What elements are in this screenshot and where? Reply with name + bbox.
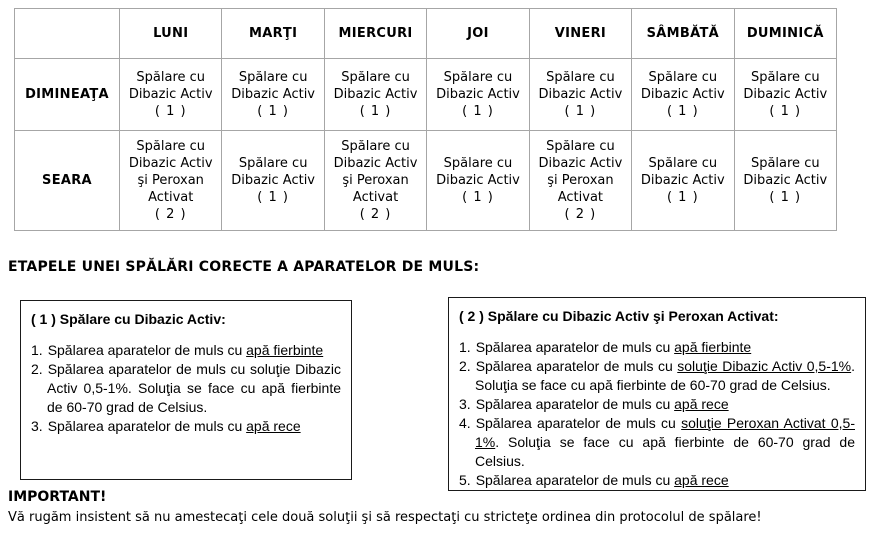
cell-ref: ( 2 )	[359, 207, 392, 222]
cell-ref: ( 1 )	[769, 190, 802, 205]
procedure-step	[31, 417, 341, 436]
cell-text: Spălare cu Dibazic Activ	[436, 156, 520, 188]
table-header-marti: MARŢI	[222, 9, 324, 59]
procedure-step	[459, 395, 855, 414]
procedure-box-2	[448, 297, 866, 491]
procedure-box-1	[20, 300, 352, 480]
step-text: Spălarea aparatelor de muls cu	[475, 358, 678, 374]
cell-ref: ( 1 )	[257, 190, 289, 205]
step-text: Spălarea aparatelor de muls cu	[475, 415, 682, 431]
table-header-row	[15, 9, 837, 59]
table-header-joi: JOI	[427, 9, 529, 59]
schedule-cell-morning-joi	[427, 59, 529, 131]
row-label-dimineata: DIMINEAŢA	[15, 59, 120, 131]
procedure-box-1-title: ( 1 ) Spălare cu Dibazic Activ:	[31, 311, 226, 327]
schedule-cell-evening-sambata	[632, 131, 734, 231]
procedure-box-1-steps	[31, 341, 341, 436]
schedule-cell-morning-duminica	[734, 59, 836, 131]
step-text: Spălarea aparatelor de muls cu soluţie Dibazic Activ 0,5-1%. Soluţia se face cu apă fierbinte de 60-70 grad de Celsius.	[47, 361, 341, 415]
cell-text: Spălare cu Dibazic Activ	[538, 70, 623, 102]
table-header-miercuri: MIERCURI	[324, 9, 426, 59]
schedule-cell-evening-miercuri	[324, 131, 426, 231]
cell-text: Spălare cu Dibazic Activ	[640, 70, 725, 102]
cell-text: Spălare cu Dibazic Activ şi Peroxan Activat	[128, 139, 213, 205]
procedure-box-2-title: ( 2 ) Spălare cu Dibazic Activ şi Peroxan Activat:	[459, 308, 779, 324]
cell-ref: ( 2 )	[564, 207, 597, 222]
schedule-cell-morning-sambata	[632, 59, 734, 131]
table-corner-cell	[15, 9, 120, 59]
cell-text: Spălare cu Dibazic Activ	[333, 70, 418, 102]
cell-text: Spălare cu Dibazic Activ	[128, 70, 213, 102]
table-header-duminica: DUMINICĂ	[734, 9, 836, 59]
schedule-cell-evening-marti	[222, 131, 324, 231]
step-number: 1.	[31, 342, 43, 358]
schedule-cell-evening-vineri	[529, 131, 631, 231]
step-number: 3.	[31, 418, 43, 434]
cell-text: Spălare cu Dibazic Activ	[231, 156, 316, 188]
procedure-step	[459, 357, 855, 395]
step-underlined-text: apă fierbinte	[674, 339, 752, 355]
cell-ref: ( 1 )	[257, 104, 289, 119]
cell-text: Spălare cu Dibazic Activ şi Peroxan Activat	[538, 139, 623, 205]
procedure-step	[31, 360, 341, 417]
cell-ref: ( 2 )	[154, 207, 187, 222]
section-heading: ETAPELE UNEI SPĂLĂRI CORECTE A APARATELOR DE MULS:	[8, 259, 480, 275]
step-text: Spălarea aparatelor de muls cu	[475, 472, 675, 488]
cell-ref: ( 1 )	[769, 104, 802, 119]
cell-ref: ( 1 )	[564, 104, 597, 119]
procedure-box-2-steps	[459, 338, 855, 490]
step-number: 3.	[459, 396, 471, 412]
table-row-evening	[15, 131, 837, 231]
cell-text: Spălare cu Dibazic Activ	[743, 156, 828, 188]
cell-ref: ( 1 )	[359, 104, 392, 119]
table-row-morning	[15, 59, 837, 131]
schedule-cell-evening-joi	[427, 131, 529, 231]
cell-ref: ( 1 )	[666, 190, 699, 205]
procedure-step	[459, 414, 855, 471]
step-text: Spălarea aparatelor de muls cu	[47, 418, 247, 434]
table-header-sambata: SÂMBĂTĂ	[632, 9, 734, 59]
step-text: Spălarea aparatelor de muls cu	[47, 342, 247, 358]
step-number: 1.	[459, 339, 471, 355]
cell-text: Spălare cu Dibazic Activ	[640, 156, 725, 188]
schedule-cell-evening-luni	[120, 131, 222, 231]
step-text-post: . Soluţia se face cu apă fierbinte de 60-70 grad de Celsius.	[475, 434, 855, 469]
cell-text: Spălare cu Dibazic Activ	[231, 70, 316, 102]
schedule-cell-morning-marti	[222, 59, 324, 131]
row-label-seara: SEARA	[15, 131, 120, 231]
procedure-step	[31, 341, 341, 360]
step-number: 5.	[459, 472, 471, 488]
step-number: 2.	[31, 361, 43, 377]
step-underlined-text: apă rece	[246, 418, 301, 434]
step-text: Spălarea aparatelor de muls cu	[475, 339, 675, 355]
important-note	[8, 489, 872, 526]
step-underlined-text: apă rece	[674, 396, 729, 412]
step-underlined-text: apă rece	[674, 472, 729, 488]
cell-ref: ( 1 )	[462, 190, 494, 205]
schedule-cell-morning-luni	[120, 59, 222, 131]
cell-text: Spălare cu Dibazic Activ şi Peroxan Activat	[333, 139, 418, 205]
washing-schedule-table	[14, 8, 837, 231]
procedure-step	[459, 338, 855, 357]
cell-ref: ( 1 )	[666, 104, 699, 119]
schedule-cell-morning-miercuri	[324, 59, 426, 131]
procedure-step	[459, 471, 855, 490]
table-header-luni: LUNI	[120, 9, 222, 59]
cell-text: Spălare cu Dibazic Activ	[743, 70, 828, 102]
step-underlined-text: apă fierbinte	[246, 342, 324, 358]
step-underlined-text: soluţie Peroxan Activat 0,5-1%	[475, 415, 855, 450]
step-underlined-text: soluţie Dibazic Activ 0,5-1%	[677, 358, 852, 374]
step-text: Spălarea aparatelor de muls cu	[475, 396, 675, 412]
important-title: IMPORTANT!	[8, 489, 107, 505]
schedule-cell-morning-vineri	[529, 59, 631, 131]
schedule-cell-evening-duminica	[734, 131, 836, 231]
cell-ref: ( 1 )	[154, 104, 187, 119]
step-number: 2.	[459, 358, 471, 374]
step-number: 4.	[459, 415, 471, 431]
step-text-post: . Soluţia se face cu apă fierbinte de 60-70 grad de Celsius.	[475, 358, 855, 393]
cell-ref: ( 1 )	[462, 104, 494, 119]
table-header-vineri: VINERI	[529, 9, 631, 59]
important-text: Vă rugăm insistent să nu amestecaţi cele două soluţii şi să respectaţi cu stricteţe ordinea din protocolul de spălare!	[8, 510, 762, 525]
cell-text: Spălare cu Dibazic Activ	[436, 70, 520, 102]
